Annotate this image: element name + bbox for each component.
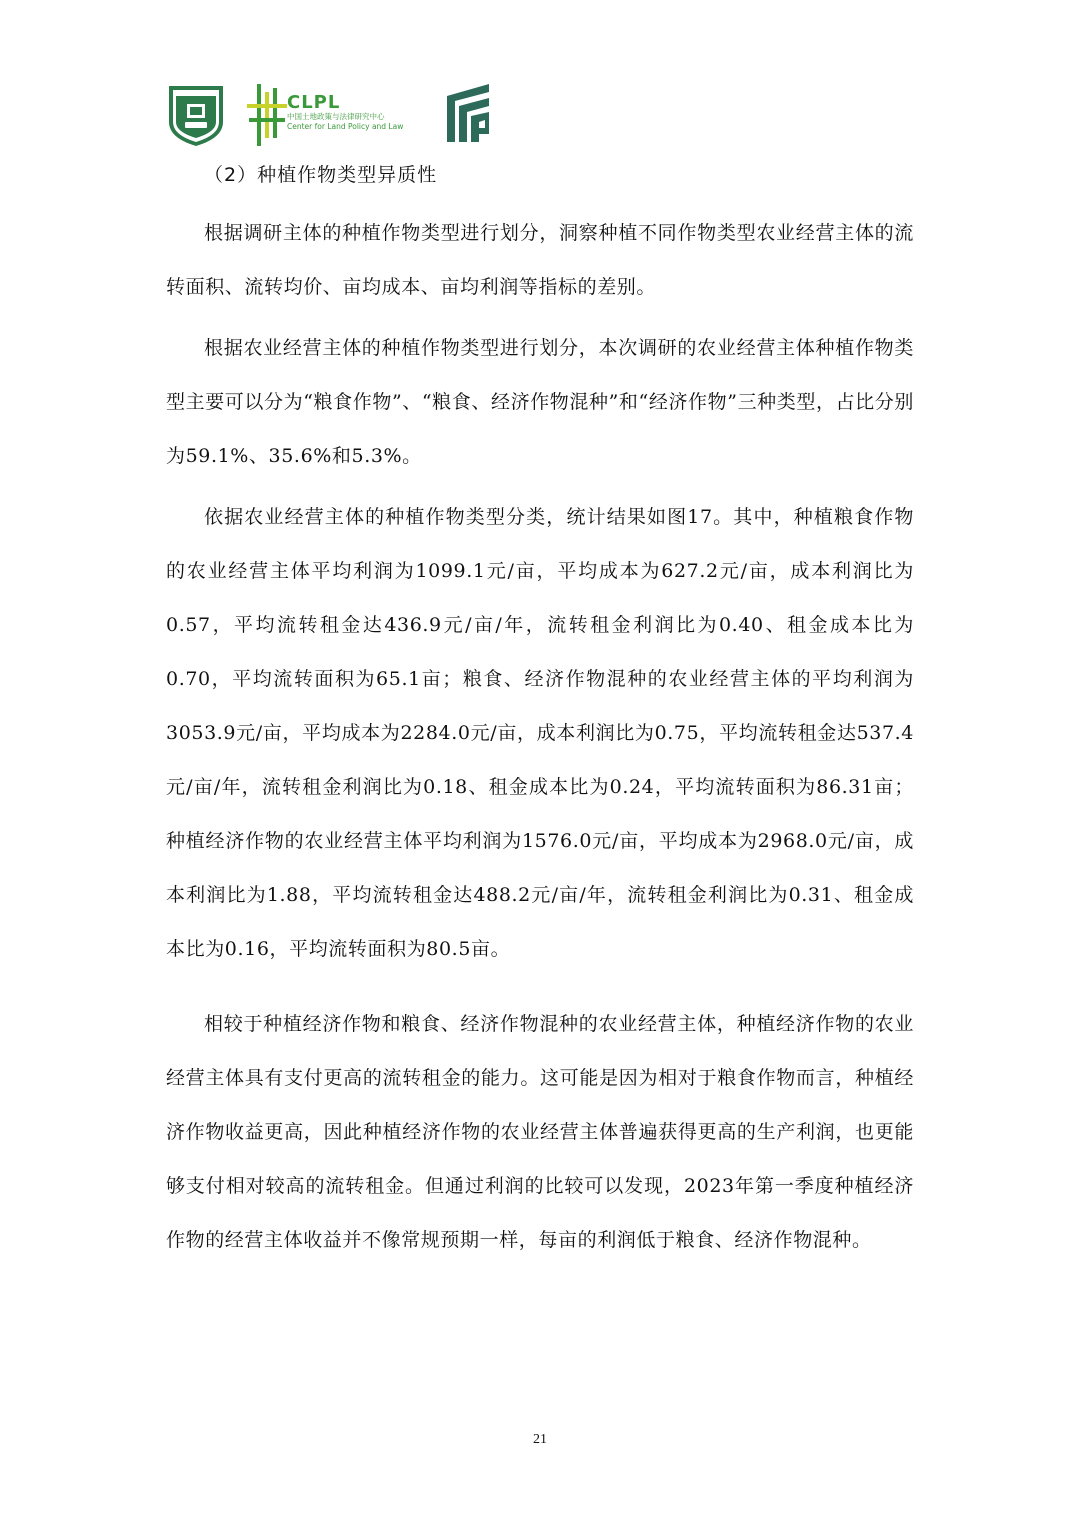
clpl-name: CLPL — [287, 92, 341, 113]
clpl-chinese-name: 中国土地政策与法律研究中心 — [287, 112, 385, 121]
paragraph-1: 根据调研主体的种植作物类型进行划分，洞察种植不同作物类型农业经营主体的流转面积、流转均价、亩均成本、亩均利润等指标的差别。 — [166, 222, 914, 298]
clpl-english-name: Center for Land Policy and Law — [287, 122, 404, 131]
partner-logo-icon — [445, 82, 491, 144]
page-number: 21 — [533, 1432, 547, 1447]
paragraph-4: 相较于种植经济作物和粮食、经济作物混种的农业经营主体，种植经济作物的农业经营主体具有支付更高的流转租金的能力。这可能是因为相对于粮食作物而言，种植经济作物收益更高，因此种植经济作物的农业经营主体普遍获得更高的生产利润，也更能够支付相对较高的流转租金。但通过利润的比较可以发现，2023年第一季度种植经济作物的经营主体收益并不像常规预期一样，每亩的利润低于粮食、经济作物混种。 — [166, 1013, 914, 1251]
clpl-logo-text — [287, 94, 403, 132]
university-emblem-icon — [163, 82, 229, 148]
page-header — [163, 78, 503, 150]
section-heading: （2）种植作物类型异质性 — [204, 164, 438, 186]
paragraph-3: 依据农业经营主体的种植作物类型分类，统计结果如图17。其中，种植粮食作物的农业经营主体平均利润为1099.1元/亩，平均成本为627.2元/亩，成本利润比为0.57，平均流转租金达436.9元/亩/年，流转租金利润比为0.40、租金成本比为0.70，平均流转面积为65.1亩；粮食、经济作物混种的农业经营主体的平均利润为3053.9元/亩，平均成本为2284.0元/亩，成本利润比为0.75，平均流转租金达537.4元/亩/年，流转租金利润比为0.18、租金成本比为0.24，平均流转面积为86.31亩；种植经济作物的农业经营主体平均利润为1576.0元/亩，平均成本为2968.0元/亩，成本利润比为1.88，平均流转租金达488.2元/亩/年，流转租金利润比为0.31、租金成本比为0.16，平均流转面积为80.5亩。 — [166, 506, 914, 960]
clpl-logo-icon — [247, 84, 287, 146]
paragraph-2: 根据农业经营主体的种植作物类型进行划分，本次调研的农业经营主体种植作物类型主要可以分为“粮食作物”、“粮食、经济作物混种”和“经济作物”三种类型，占比分别为59.1%、35.6%和5.3%。 — [166, 337, 914, 467]
